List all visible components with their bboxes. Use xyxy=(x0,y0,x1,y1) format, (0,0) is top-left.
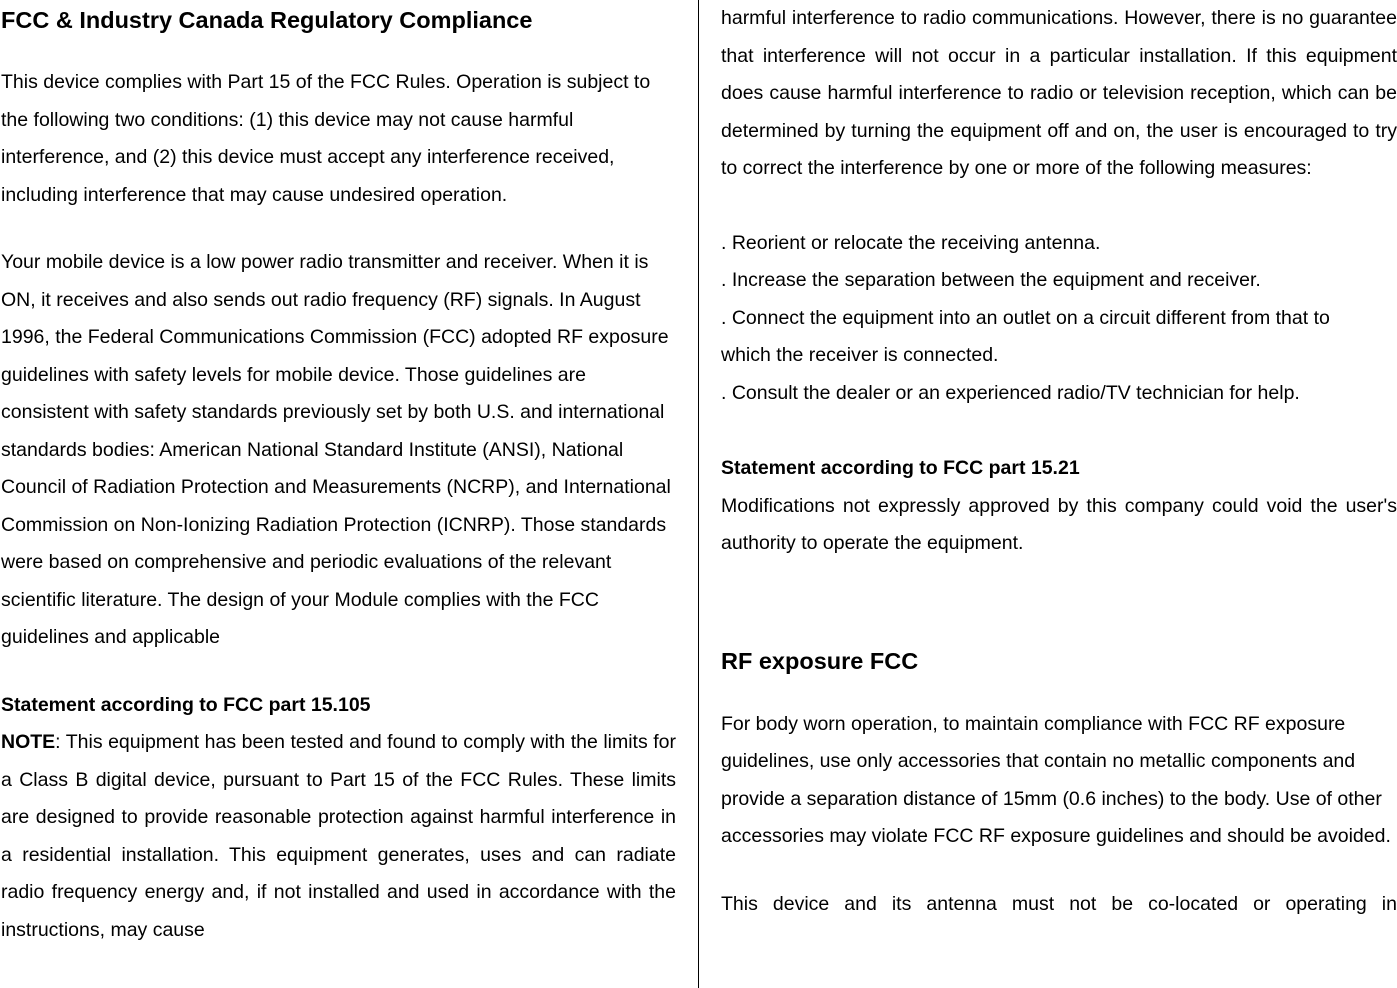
note-label: NOTE xyxy=(1,731,56,753)
spacer xyxy=(721,856,1397,886)
colocation-paragraph: This device and its antenna must not be co-located or operating in xyxy=(721,892,1397,915)
rf-body-worn-paragraph: For body worn operation, to maintain compliance with FCC RF exposure guidelines, use only accessories that contain no metallic components and provide a separation distance of 15mm (0.6 inches) to the body. Use of other accessories may violate FCC RF exposure guidelines and should be avoided. xyxy=(721,712,1391,847)
spacer xyxy=(1,35,676,64)
note-text: : This equipment has been tested and found to comply with the limits for a Class B digital device, pursuant to Part 15 of the FCC Rules. These limits are designed to provide reasonable protection against harmful interference in a residential installation. This equipment generates, uses and can radiate radio frequency energy and, if not installed and used in accordance with the instructions, may cause xyxy=(1,731,676,941)
interference-continuation: harmful interference to radio communications. However, there is no guarantee that interference will not occur in a particular installation. If this equipment does cause harmful interference to radio or television reception, which can be determined by turning the equipment off and on, the user is encouraged to try to correct the interference by one or more of the following measures: xyxy=(721,7,1397,179)
measure-item: . Connect the equipment into an outlet on a circuit different from that to which the receiver is connected. xyxy=(721,306,1330,366)
rf-exposure-heading: RF exposure FCC xyxy=(721,647,919,674)
spacer xyxy=(721,188,1397,225)
note-paragraph xyxy=(1,724,676,949)
spacer xyxy=(721,412,1397,450)
measure-item: . Increase the separation between the equipment and receiver. xyxy=(721,269,1261,291)
measure-item: . Reorient or relocate the receiving antenna. xyxy=(721,231,1101,254)
rf-info-paragraph: Your mobile device is a low power radio transmitter and receiver. When it is ON, it receives and also sends out radio frequency (RF) signals. In August 1996, the Federal Communications Commission (FCC) adopted RF exposure guidelines with safety levels for mobile device. Those guidelines are consistent with safety standards previously set by both U.S. and international standards bodies: American National Standard Institute (ANSI), National Council of Radiation Protection and Measurements (NCRP), and International Commission on Non-Ionizing Radiation Protection (ICNRP). Those standards were based on comprehensive and periodic evaluations of the relevant scientific literature. The design of your Module complies with the FCC guidelines and applicable xyxy=(1,251,671,648)
spacer xyxy=(1,657,676,687)
statement-15-21-heading: Statement according to FCC part 15.21 xyxy=(721,457,1080,479)
spacer xyxy=(721,563,1397,646)
column-divider xyxy=(698,0,699,988)
statement-15-21-text: Modifications not expressly approved by this company could void the user's authority to operate the equipment. xyxy=(721,494,1397,554)
page-title: FCC & Industry Canada Regulatory Compliance xyxy=(1,7,533,33)
right-column xyxy=(721,0,1397,923)
left-column xyxy=(1,0,676,949)
statement-15-105-heading: Statement according to FCC part 15.105 xyxy=(1,693,371,716)
intro-paragraph: This device complies with Part 15 of the FCC Rules. Operation is subject to the following two conditions: (1) this device may not cause harmful interference, and (2) this device must accept any interference received, including interference that may cause undesired operation. xyxy=(1,71,651,206)
spacer xyxy=(1,214,676,244)
measure-item: . Consult the dealer or an experienced radio/TV technician for help. xyxy=(721,381,1300,404)
spacer xyxy=(721,676,1397,706)
